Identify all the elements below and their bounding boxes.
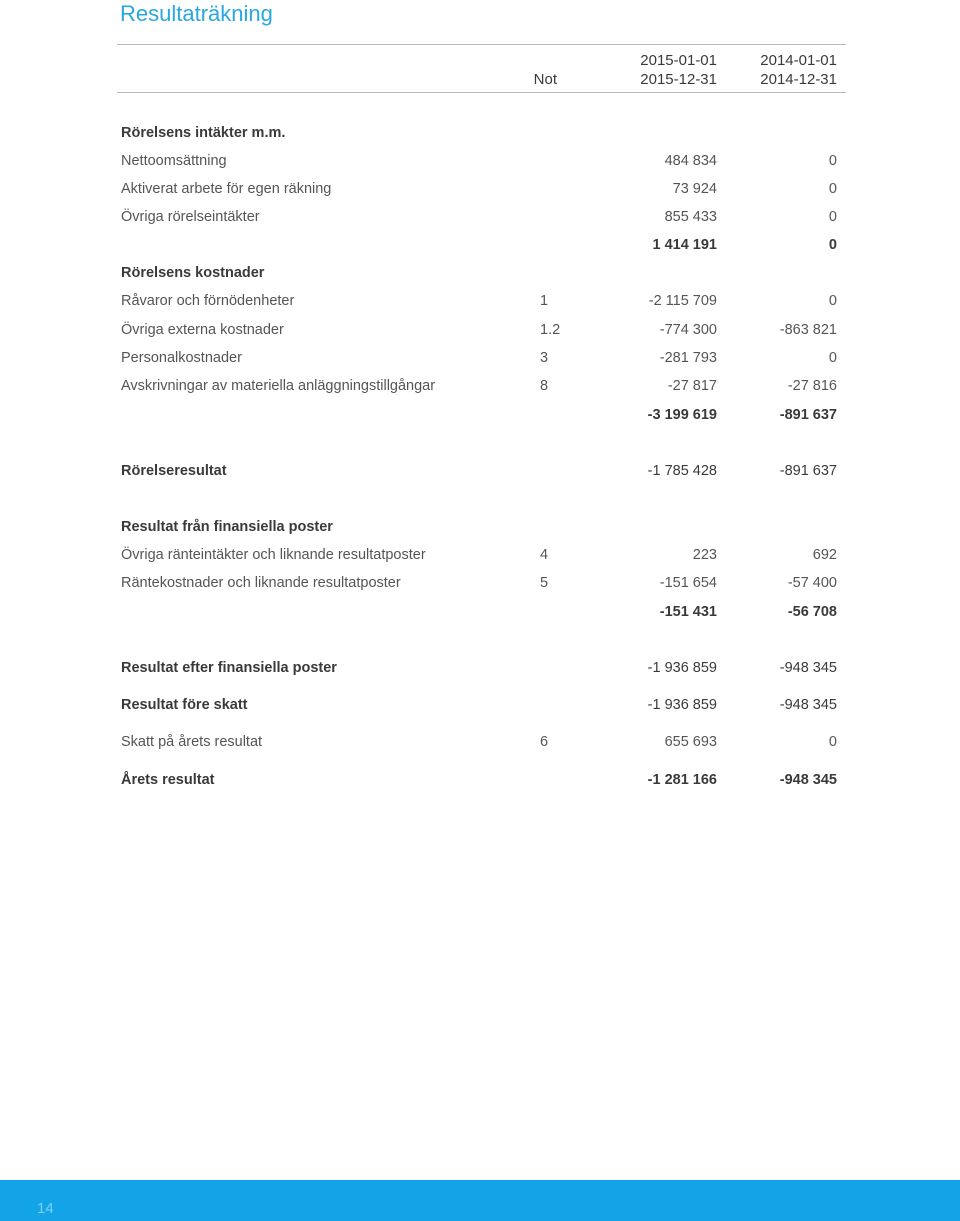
value-2015: 855 433 — [664, 209, 717, 225]
value-2014: 692 — [812, 547, 837, 563]
note-ref: 8 — [540, 378, 549, 394]
note-ref: 1.2 — [540, 322, 561, 338]
note-column-header: Not — [533, 71, 557, 88]
value-2014: -948 345 — [779, 660, 837, 676]
row-label: Personalkostnader — [121, 350, 242, 366]
value-2015: -1 936 859 — [647, 697, 717, 713]
value-2015: 655 693 — [664, 734, 717, 750]
note-ref: 5 — [540, 575, 549, 591]
value-2014: -27 816 — [787, 378, 837, 394]
period-2014-header — [720, 51, 837, 89]
page-number: 14 — [37, 1200, 54, 1217]
row-label: Räntekostnader och liknande resultatposter — [121, 575, 401, 591]
subtotal-row-operating-costs — [121, 404, 837, 426]
value-2014: 0 — [828, 350, 837, 366]
subtotal-2014: -891 637 — [779, 407, 837, 423]
operating-result-row — [121, 460, 837, 482]
value-2015: -1 281 166 — [647, 772, 717, 788]
header-divider-top — [117, 44, 846, 45]
period-2015-start: 2015-01-01 — [640, 52, 717, 69]
row-label: Aktiverat arbete för egen räkning — [121, 181, 332, 197]
row-label: Avskrivningar av materiella anläggningstillgångar — [121, 378, 436, 394]
value-2014: -948 345 — [779, 697, 837, 713]
table-row — [121, 347, 837, 369]
subtotal-2014: 0 — [828, 237, 837, 253]
value-2015: 484 834 — [664, 153, 717, 169]
value-2015: -1 936 859 — [647, 660, 717, 676]
table-row — [121, 544, 837, 566]
section-heading-operating-costs — [121, 262, 837, 284]
result-after-financial-row — [121, 657, 837, 679]
footer-bar — [0, 1180, 960, 1221]
value-2014: 0 — [828, 153, 837, 169]
period-2014-start: 2014-01-01 — [760, 52, 837, 69]
header-divider-bottom — [117, 92, 846, 93]
result-before-tax-row — [121, 694, 837, 716]
value-2014: -863 821 — [779, 322, 837, 338]
value-2015: -774 300 — [659, 322, 717, 338]
page-title: Resultaträkning — [120, 1, 273, 26]
period-2015-header — [600, 51, 717, 89]
value-2015: 73 924 — [672, 181, 717, 197]
row-label: Rörelsens intäkter m.m. — [121, 125, 286, 141]
row-label: Övriga externa kostnader — [121, 322, 284, 338]
row-label: Nettoomsättning — [121, 153, 227, 169]
value-2015: -2 115 709 — [648, 293, 717, 309]
table-row — [121, 290, 837, 312]
value-2014: 0 — [828, 734, 837, 750]
period-2014-end: 2014-12-31 — [760, 71, 837, 88]
period-2015-end: 2015-12-31 — [640, 71, 717, 88]
value-2015: -1 785 428 — [647, 463, 717, 479]
value-2015: -281 793 — [659, 350, 717, 366]
section-heading-operating-income — [121, 122, 837, 144]
value-2014: -948 345 — [779, 772, 837, 788]
note-ref: 3 — [540, 350, 549, 366]
table-row — [121, 178, 837, 200]
row-label: Rörelseresultat — [121, 463, 227, 479]
table-row — [121, 150, 837, 172]
row-label: Övriga ränteintäkter och liknande resultatposter — [121, 547, 426, 563]
subtotal-row-operating-income — [121, 234, 837, 256]
row-label: Årets resultat — [121, 772, 215, 788]
row-label: Resultat före skatt — [121, 697, 248, 713]
row-label: Resultat efter finansiella poster — [121, 660, 337, 676]
net-result-row — [121, 769, 837, 791]
subtotal-2015: -3 199 619 — [647, 407, 717, 423]
value-2014: 0 — [828, 181, 837, 197]
section-heading-financial-items — [121, 516, 837, 538]
row-label: Resultat från finansiella poster — [121, 519, 333, 535]
row-label: Rörelsens kostnader — [121, 265, 265, 281]
table-row — [121, 572, 837, 594]
subtotal-row-financial-items — [121, 601, 837, 623]
subtotal-2015: 1 414 191 — [652, 237, 717, 253]
value-2015: -27 817 — [667, 378, 717, 394]
table-row — [121, 319, 837, 341]
note-ref: 4 — [540, 547, 549, 563]
value-2015: -151 654 — [659, 575, 717, 591]
note-ref: 1 — [540, 293, 549, 309]
subtotal-2014: -56 708 — [787, 604, 837, 620]
tax-row — [121, 731, 837, 753]
value-2014: 0 — [828, 209, 837, 225]
row-label: Råvaror och förnödenheter — [121, 293, 295, 309]
value-2014: 0 — [828, 293, 837, 309]
value-2015: 223 — [692, 547, 717, 563]
row-label: Skatt på årets resultat — [121, 734, 263, 750]
table-row — [121, 206, 837, 228]
value-2014: -891 637 — [779, 463, 837, 479]
value-2014: -57 400 — [787, 575, 837, 591]
subtotal-2015: -151 431 — [659, 604, 717, 620]
table-row — [121, 375, 837, 397]
note-ref: 6 — [540, 734, 549, 750]
row-label: Övriga rörelseintäkter — [121, 209, 260, 225]
